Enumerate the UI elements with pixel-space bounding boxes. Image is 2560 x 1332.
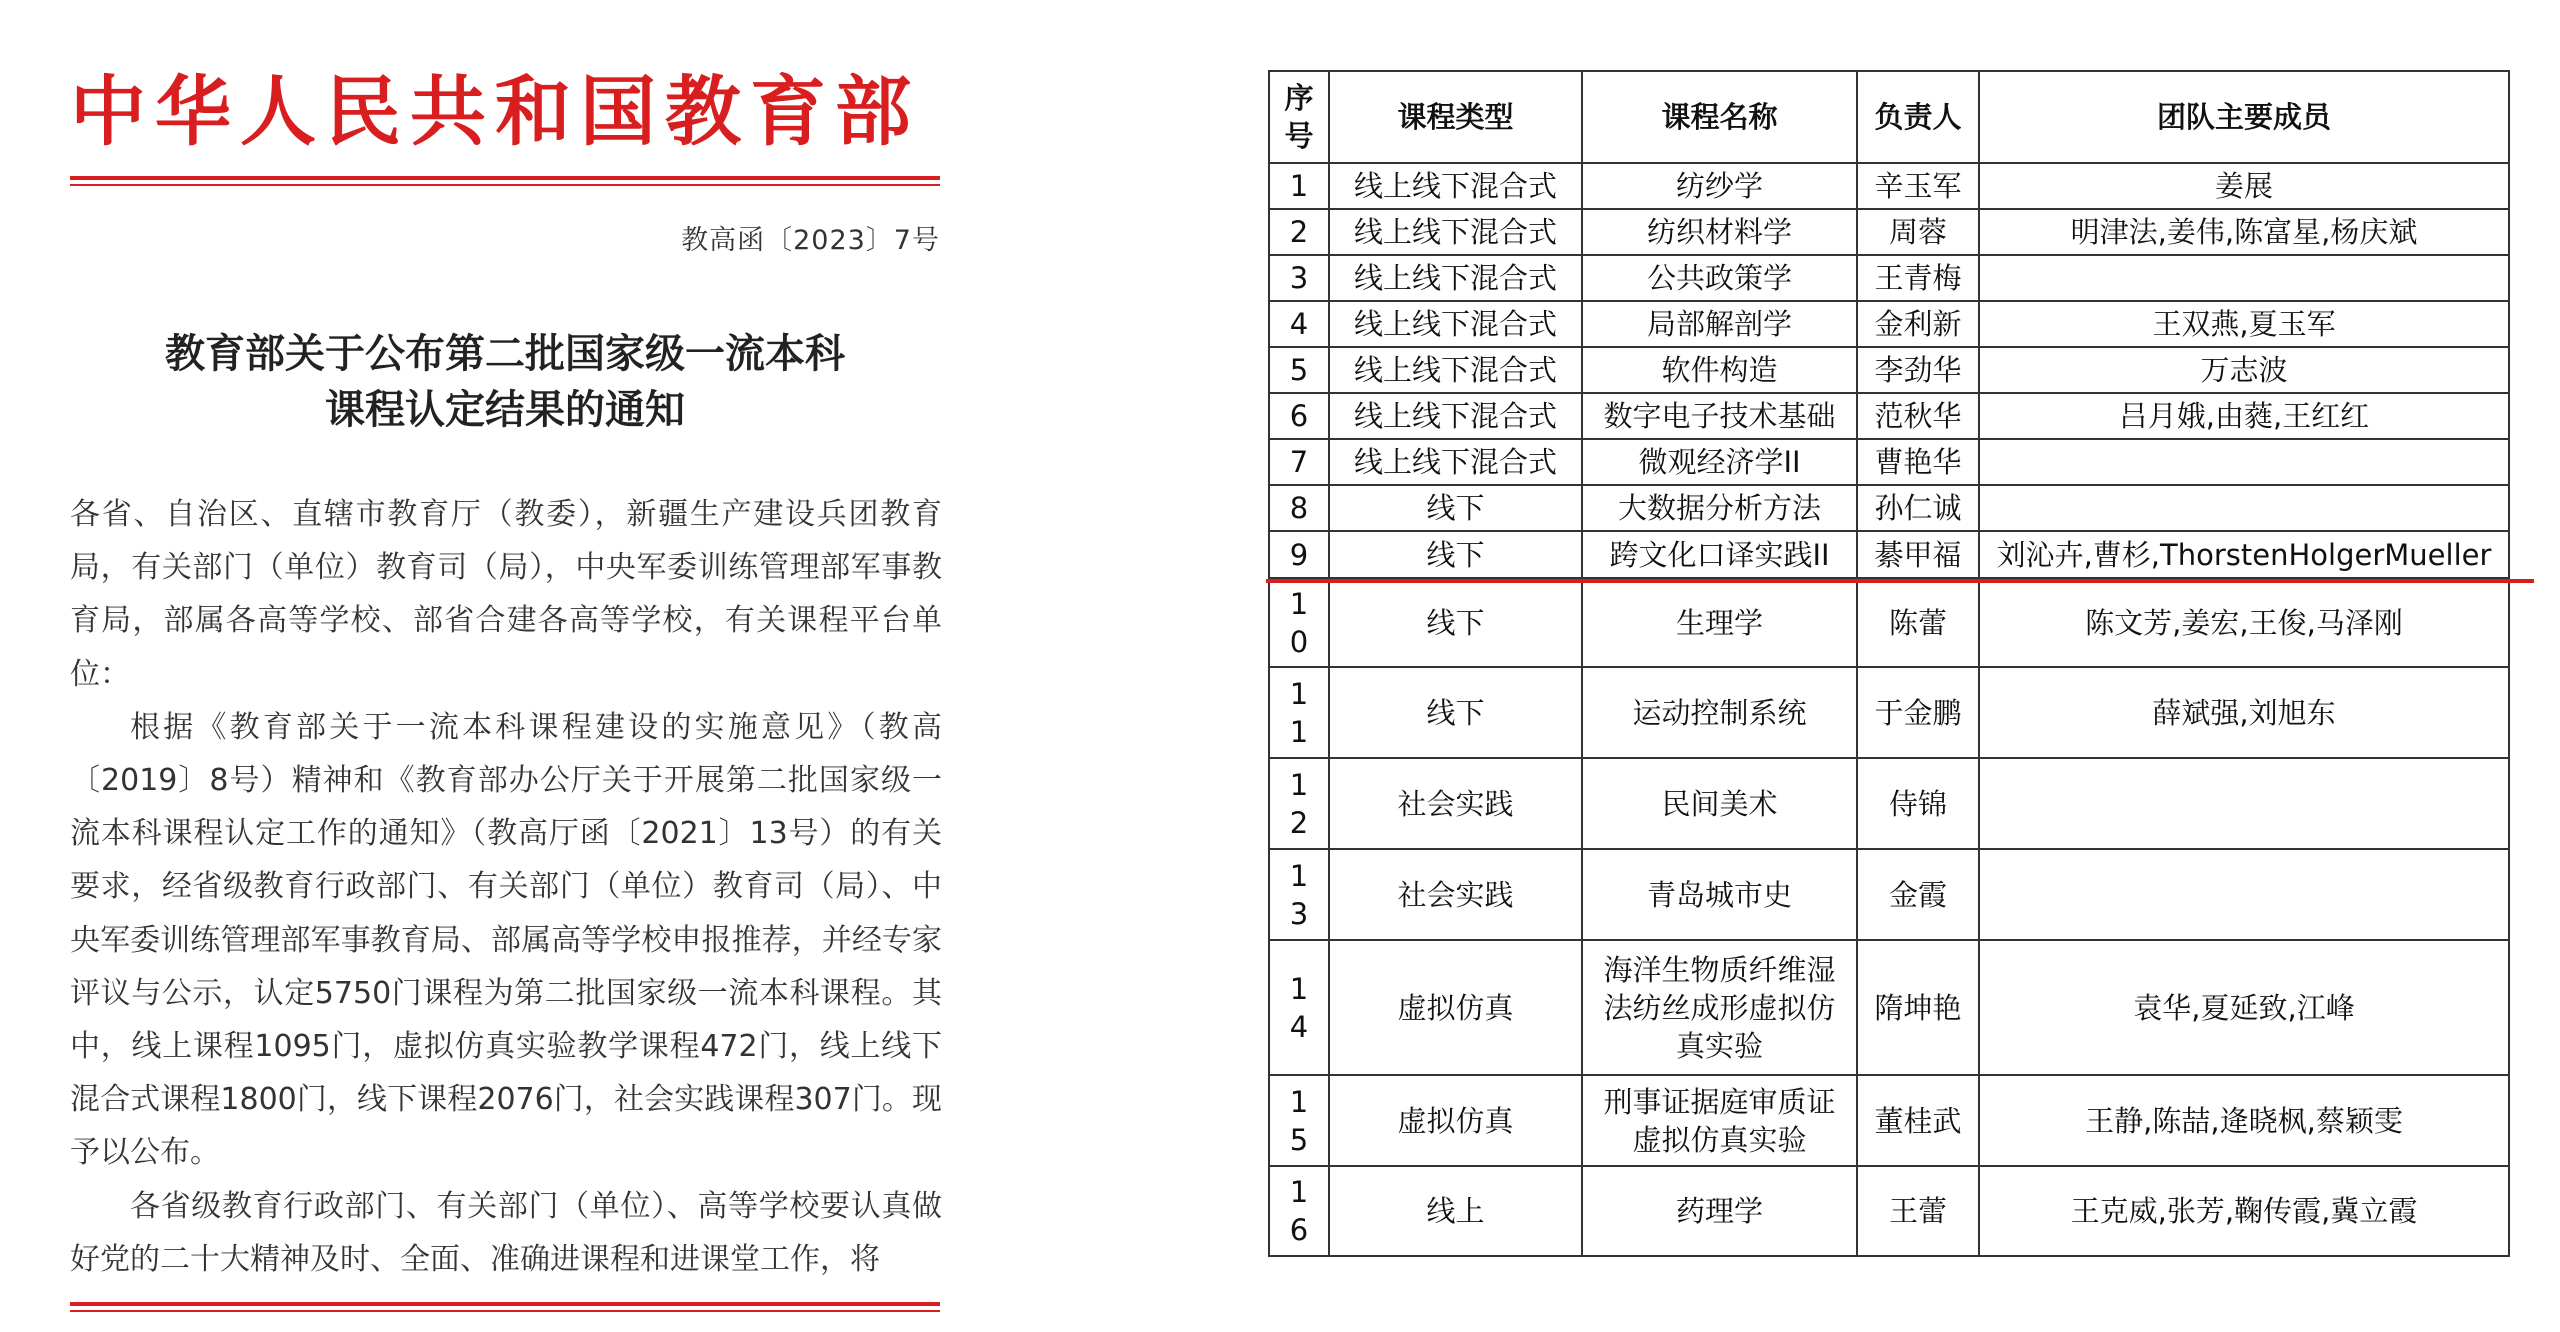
cell-course-type: 线上线下混合式 (1329, 347, 1582, 393)
cell-course-name: 运动控制系统 (1582, 667, 1857, 758)
cell-lead: 綦甲福 (1857, 531, 1979, 578)
header-course-name: 课程名称 (1582, 71, 1857, 163)
cell-course-type: 线上线下混合式 (1329, 163, 1582, 209)
table-row (1269, 849, 2509, 940)
cell-lead: 王蕾 (1857, 1166, 1979, 1256)
notice-title-line2: 课程认定结果的通知 (325, 386, 685, 433)
cell-index: 1 3 (1269, 849, 1329, 940)
cell-course-type: 虚拟仿真 (1329, 940, 1582, 1075)
official-notice-page (0, 0, 1000, 1332)
cell-index: 1 6 (1269, 1166, 1329, 1256)
cell-lead: 金利新 (1857, 301, 1979, 347)
cell-course-name: 青岛城市史 (1582, 849, 1857, 940)
table-row (1269, 209, 2509, 255)
cell-course-type: 线下 (1329, 485, 1582, 531)
cell-lead: 董桂武 (1857, 1075, 1979, 1166)
cell-lead: 陈蕾 (1857, 578, 1979, 667)
cell-lead: 曹艳华 (1857, 439, 1979, 485)
red-underline-marker (1266, 579, 2534, 583)
table-row (1269, 485, 2509, 531)
masthead-rule-thick (70, 176, 940, 180)
body-paragraph-2: 各省级教育行政部门、有关部门（单位）、高等学校要认真做好党的二十大精神及时、全面、准确进课程和进课堂工作，将 (70, 1188, 942, 1277)
table-row (1269, 578, 2509, 667)
cell-index: 1 0 (1269, 578, 1329, 667)
addressee-paragraph: 各省、自治区、直辖市教育厅（教委），新疆生产建设兵团教育局，有关部门（单位）教育司（局），中央军委训练管理部军事教育局，部属各高等学校、部省合建各高等学校，有关课程平台单位： (70, 497, 942, 692)
cell-team: 王双燕,夏玉军 (1979, 301, 2509, 347)
header-lead: 负责人 (1857, 71, 1979, 163)
header-index: 序 号 (1269, 71, 1329, 163)
cell-course-type: 线下 (1329, 667, 1582, 758)
cell-lead: 周蓉 (1857, 209, 1979, 255)
cell-team: 吕月娥,由蕤,王红红 (1979, 393, 2509, 439)
cell-index: 4 (1269, 301, 1329, 347)
cell-team (1979, 849, 2509, 940)
cell-index: 6 (1269, 393, 1329, 439)
cell-index: 9 (1269, 531, 1329, 578)
table-row (1269, 531, 2509, 578)
cell-course-name: 微观经济学II (1582, 439, 1857, 485)
cell-course-name: 大数据分析方法 (1582, 485, 1857, 531)
cell-course-type: 线下 (1329, 531, 1582, 578)
cell-lead: 侍锦 (1857, 758, 1979, 849)
cell-index: 1 1 (1269, 667, 1329, 758)
cell-team: 王静,陈喆,逄晓枫,蔡颖雯 (1979, 1075, 2509, 1166)
cell-team: 袁华,夏延致,江峰 (1979, 940, 2509, 1075)
cell-lead: 辛玉军 (1857, 163, 1979, 209)
header-team: 团队主要成员 (1979, 71, 2509, 163)
cell-index: 5 (1269, 347, 1329, 393)
cell-team (1979, 485, 2509, 531)
cell-course-name: 纺织材料学 (1582, 209, 1857, 255)
cell-course-type: 线下 (1329, 578, 1582, 667)
cell-course-type: 线上 (1329, 1166, 1582, 1256)
cell-team: 明津法,姜伟,陈富星,杨庆斌 (1979, 209, 2509, 255)
cell-index: 8 (1269, 485, 1329, 531)
cell-lead: 金霞 (1857, 849, 1979, 940)
cell-team (1979, 439, 2509, 485)
table-row (1269, 301, 2509, 347)
document-number: 教高函〔2023〕7号 (681, 225, 940, 256)
cell-course-type: 社会实践 (1329, 758, 1582, 849)
cell-index: 1 5 (1269, 1075, 1329, 1166)
header-course-type: 课程类型 (1329, 71, 1582, 163)
cell-lead: 隋坤艳 (1857, 940, 1979, 1075)
ministry-masthead: 中华人民共和国教育部 (70, 67, 920, 156)
masthead-rule-thin (70, 184, 940, 186)
cell-lead: 范秋华 (1857, 393, 1979, 439)
cell-index: 1 (1269, 163, 1329, 209)
body-paragraph-1: 根据《教育部关于一流本科课程建设的实施意见》（教高〔2019〕8号）精神和《教育部办公厅关于开展第二批国家级一流本科课程认定工作的通知》（教高厅函〔2021〕13号）的有关要求，经省级教育行政部门、有关部门（单位）教育司（局）、中央军委训练管理部军事教育局、部属高等学校申报推荐，并经专家评议与公示，认定5750门课程为第二批国家级一流本科课程。其中，线上课程1095门，虚拟仿真实验教学课程472门，线上线下混合式课程1800门，线下课程2076门，社会实践课程307门。现予以公布。 (70, 709, 942, 1171)
cell-course-name: 生理学 (1582, 578, 1857, 667)
cell-team: 王克威,张芳,鞠传霞,冀立霞 (1979, 1166, 2509, 1256)
course-list-table (1268, 70, 2510, 1257)
cell-index: 7 (1269, 439, 1329, 485)
table-row (1269, 940, 2509, 1075)
cell-course-name: 海洋生物质纤维湿 法纺丝成形虚拟仿 真实验 (1582, 940, 1857, 1075)
table-header-row (1269, 71, 2509, 163)
cell-index: 2 (1269, 209, 1329, 255)
cell-course-name: 刑事证据庭审质证 虚拟仿真实验 (1582, 1075, 1857, 1166)
cell-lead: 孙仁诚 (1857, 485, 1979, 531)
cell-course-type: 线上线下混合式 (1329, 439, 1582, 485)
table-row (1269, 1075, 2509, 1166)
table-row (1269, 163, 2509, 209)
footer-rule-thin (70, 1310, 940, 1312)
cell-course-type: 社会实践 (1329, 849, 1582, 940)
cell-index: 1 4 (1269, 940, 1329, 1075)
cell-course-type: 虚拟仿真 (1329, 1075, 1582, 1166)
cell-team: 姜展 (1979, 163, 2509, 209)
notice-body (70, 488, 942, 1286)
cell-lead: 王青梅 (1857, 255, 1979, 301)
cell-course-name: 软件构造 (1582, 347, 1857, 393)
cell-team: 陈文芳,姜宏,王俊,马泽刚 (1979, 578, 2509, 667)
cell-course-type: 线上线下混合式 (1329, 393, 1582, 439)
cell-course-name: 局部解剖学 (1582, 301, 1857, 347)
cell-team: 刘沁卉,曹杉,ThorstenHolgerMueller (1979, 531, 2509, 578)
cell-team: 薛斌强,刘旭东 (1979, 667, 2509, 758)
cell-course-type: 线上线下混合式 (1329, 209, 1582, 255)
table-row (1269, 439, 2509, 485)
table-row (1269, 1166, 2509, 1256)
footer-rule-thick (70, 1302, 940, 1306)
notice-title-line1: 教育部关于公布第二批国家级一流本科 (165, 330, 845, 377)
table-row (1269, 255, 2509, 301)
cell-course-name: 民间美术 (1582, 758, 1857, 849)
table-row (1269, 667, 2509, 758)
table-row (1269, 347, 2509, 393)
cell-course-name: 药理学 (1582, 1166, 1857, 1256)
cell-team (1979, 758, 2509, 849)
cell-team (1979, 255, 2509, 301)
cell-course-name: 公共政策学 (1582, 255, 1857, 301)
cell-lead: 于金鹏 (1857, 667, 1979, 758)
cell-index: 3 (1269, 255, 1329, 301)
cell-course-name: 跨文化口译实践II (1582, 531, 1857, 578)
cell-course-name: 纺纱学 (1582, 163, 1857, 209)
cell-course-name: 数字电子技术基础 (1582, 393, 1857, 439)
cell-course-type: 线上线下混合式 (1329, 255, 1582, 301)
cell-lead: 李劲华 (1857, 347, 1979, 393)
table-row (1269, 758, 2509, 849)
cell-course-type: 线上线下混合式 (1329, 301, 1582, 347)
cell-index: 1 2 (1269, 758, 1329, 849)
cell-team: 万志波 (1979, 347, 2509, 393)
table-row (1269, 393, 2509, 439)
